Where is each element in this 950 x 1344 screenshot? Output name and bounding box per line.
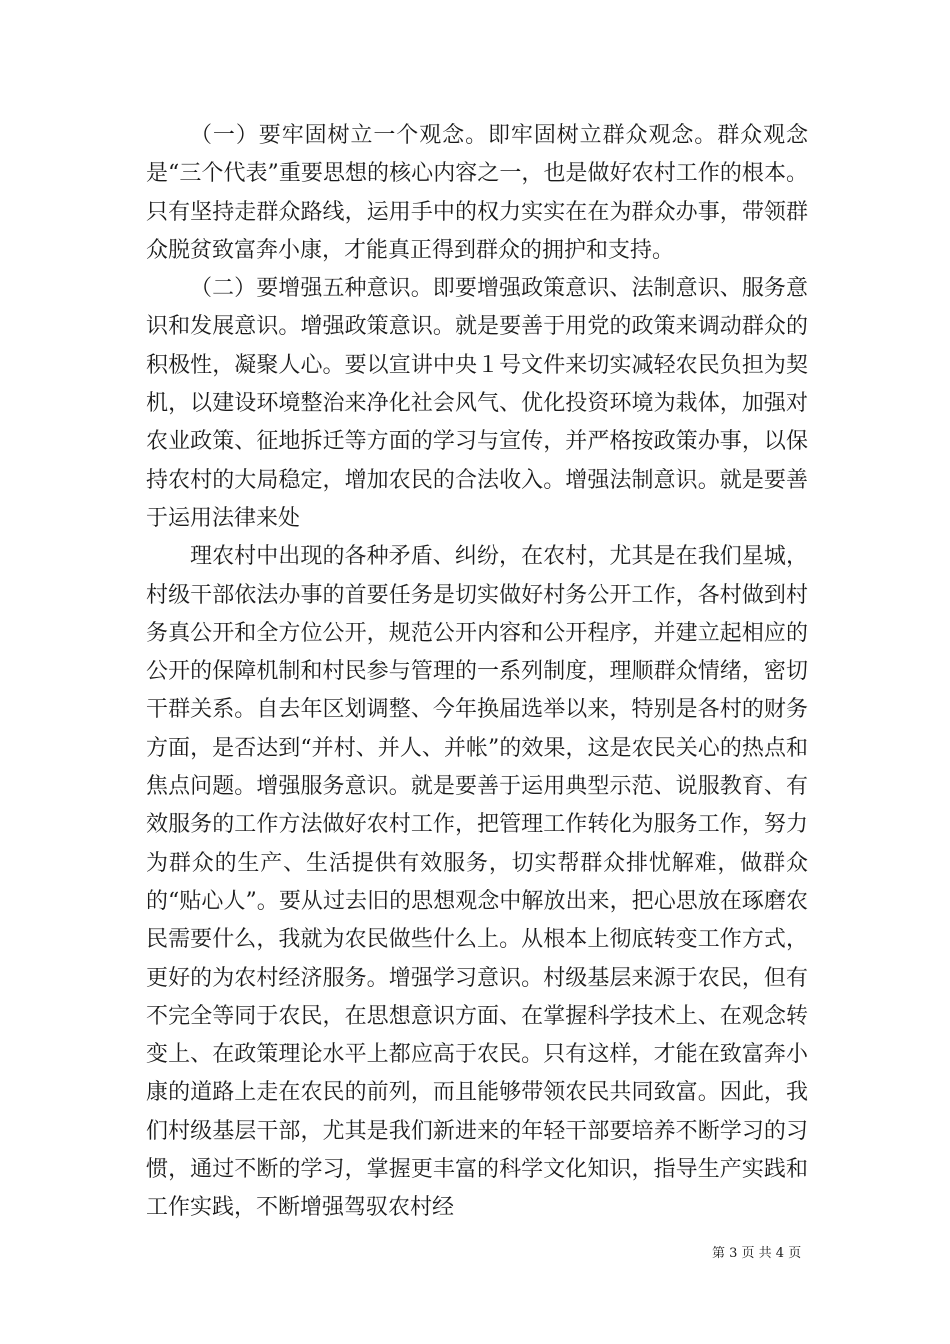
document-body bbox=[146, 117, 808, 1228]
paragraph-one: （一）要牢固树立一个观念。即牢固树立群众观念。群众观念是“三个代表”重要思想的核心内容之一，也是做好农村工作的根本。只有坚持走群众路线，运用手中的权力实实在在为群众办事，带领群众脱贫致富奔小康，才能真正得到群众的拥护和支持。 bbox=[146, 123, 808, 263]
page-number-footer: 第 3 页 共 4 页 bbox=[712, 1246, 802, 1261]
paragraph-two: （二）要增强五种意识。即要增强政策意识、法制意识、服务意识和发展意识。增强政策意识。就是要善于用党的政策来调动群众的积极性，凝聚人心。要以宣讲中央１号文件来切实减轻农民负担为契机，以建设环境整治来净化社会风气、优化投资环境为栽体，加强对农业政策、征地拆迁等方面的学习与宣传，并严格按政策办事，以保持农村的大局稳定，增加农民的合法收入。增强法制意识。就是要善于运用法律来处 bbox=[146, 276, 808, 531]
paragraph-three: 理农村中出现的各种矛盾、纠纷，在农村，尤其是在我们星城，村级干部依法办事的首要任务是切实做好村务公开工作，各村做到村务真公开和全方位公开，规范公开内容和公开程序，并建立起相应的公开的保障机制和村民参与管理的一系列制度，理顺群众情绪，密切干群关系。自去年区划调整、今年换届选举以来，特别是各村的财务方面，是否达到“并村、并人、并帐”的效果，这是农民关心的热点和焦点问题。增强服务意识。就是要善于运用典型示范、说服教育、有效服务的工作方法做好农村工作，把管理工作转化为服务工作，努力为群众的生产、生活提供有效服务，切实帮群众排忧解难，做群众的“贴心人”。要从过去旧的思想观念中解放出来，把心思放在琢磨农民需要什么，我就为农民做些什么上。从根本上彻底转变工作方式，更好的为农村经济服务。增强学习意识。村级基层来源于农民，但有不完全等同于农民，在思想意识方面、在掌握科学技术上、在观念转变上、在政策理论水平上都应高于农民。只有这样，才能在致富奔小康的道路上走在农民的前列，而且能够带领农民共同致富。因此，我们村级基层干部，尤其是我们新进来的年轻干部要培养不断学习的习惯，通过不断的学习，掌握更丰富的科学文化知识，指导生产实践和工作实践，不断增强驾驭农村经 bbox=[146, 544, 808, 1221]
